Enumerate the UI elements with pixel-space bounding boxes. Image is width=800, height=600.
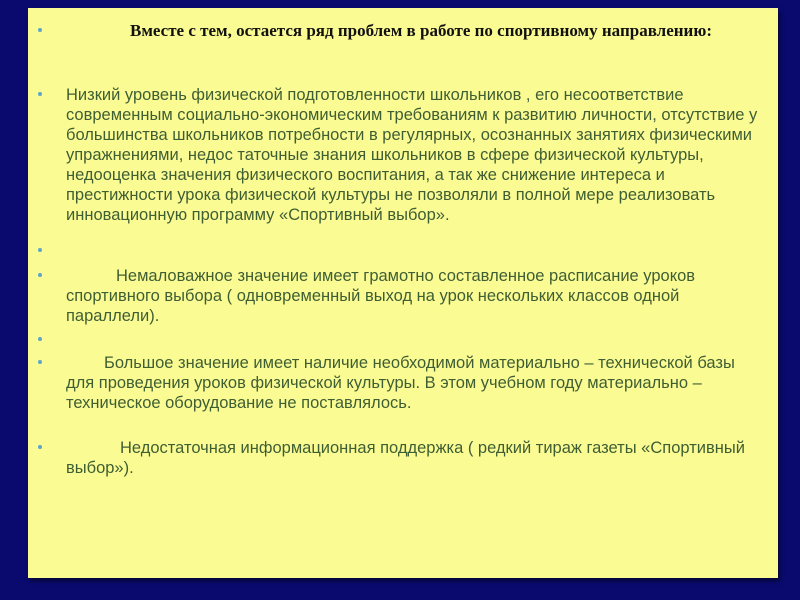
bullet-icon xyxy=(38,248,42,252)
paragraph-text: Большое значение имеет наличие необходимой материально – технической базы для проведения уроков физической культуры. В этом учебном году материально – техническое оборудование не поставлялось. xyxy=(66,354,735,412)
slide-title: Вместе с тем, остается ряд проблем в работе по спортивному направлению: xyxy=(129,21,712,40)
bullet-icon xyxy=(38,360,42,364)
bullet-icon xyxy=(38,92,42,96)
paragraph-text: Недостаточная информационная поддержка ( редкий тираж газеты «Спортивный выбор»). xyxy=(66,439,745,477)
slide xyxy=(28,8,778,578)
bullet-icon xyxy=(38,445,42,449)
bullet-icon xyxy=(38,28,42,32)
paragraph-text: Немаловажное значение имеет грамотно составленное расписание уроков спортивного выбора ( одновременный выход на урок нескольких классов одной параллели). xyxy=(66,267,696,325)
bullet-icon xyxy=(38,273,42,277)
bullet-icon xyxy=(38,337,42,341)
paragraph-text: Низкий уровень физической подготовленности школьников , его несоответствие современным социально-экономическим требованиям к развитию личности, отсутствие у большинства школьников потребности в регулярных, осознанных занятиях физическими упражнениями, недос таточные знания школьников в сфере физической культуры, недооценка значения физического воспитания, а так же снижение интереса и престижности урока физической культуры не позволяли в полной мере реализовать инновационную программу «Спортивный выбор». xyxy=(66,86,758,224)
